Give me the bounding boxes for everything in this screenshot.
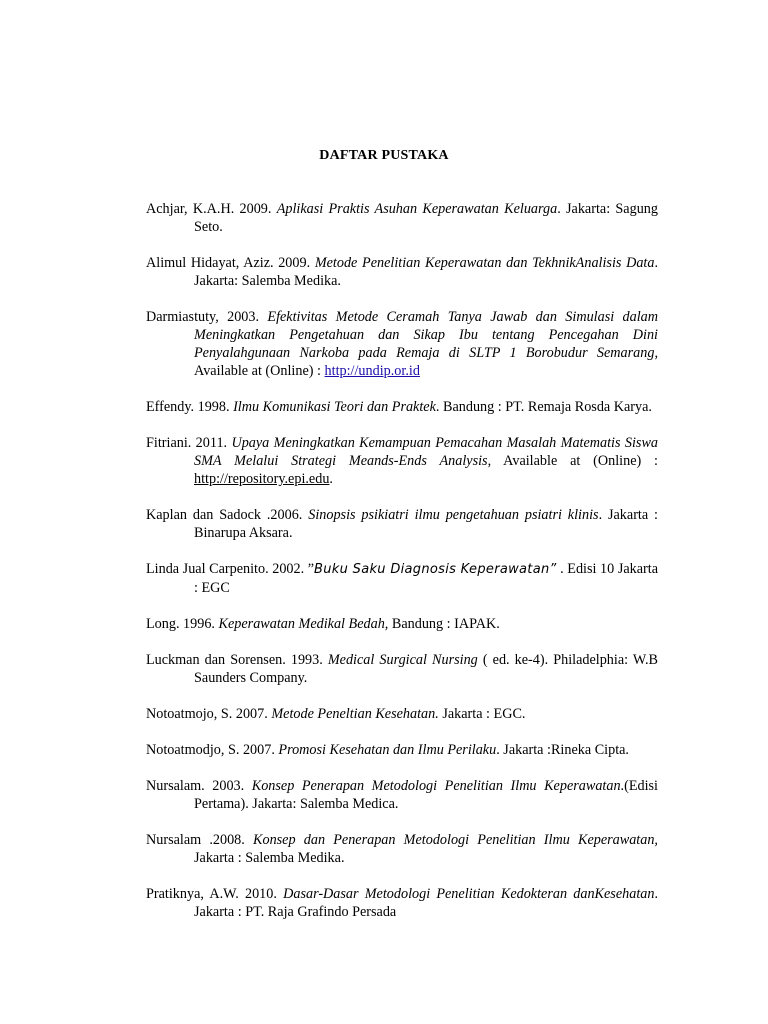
reference-entry: Effendy. 1998. Ilmu Komunikasi Teori dan Praktek. Bandung : PT. Remaja Rosda Karya.	[146, 399, 652, 415]
reference-entry: Long. 1996. Keperawatan Medikal Bedah, Bandung : IAPAK.	[146, 616, 500, 632]
reference-entry: Luckman dan Sorensen. 1993. Medical Surgical Nursing ( ed. ke-4). Philadelphia: W.B Saunders Company.	[146, 652, 658, 686]
reference-entry: Achjar, K.A.H. 2009. Aplikasi Praktis Asuhan Keperawatan Keluarga. Jakarta: Sagung Seto.	[146, 201, 658, 235]
reference-link[interactable]: http://undip.or.id	[324, 363, 420, 379]
reference-entry: Pratiknya, A.W. 2010. Dasar-Dasar Metodologi Penelitian Kedokteran danKesehatan. Jakarta : PT. Raja Grafindo Persada	[146, 886, 658, 920]
reference-entry: Nursalam .2008. Konsep dan Penerapan Metodologi Penelitian Ilmu Keperawatan, Jakarta : Salemba Medika.	[146, 832, 658, 866]
reference-link[interactable]: http://repository.epi.edu	[194, 471, 330, 487]
reference-entry: Linda Jual Carpenito. 2002. ”Buku Saku Diagnosis Keperawatan” . Edisi 10 Jakarta : EGC	[146, 561, 658, 596]
reference-entry: Nursalam. 2003. Konsep Penerapan Metodologi Penelitian Ilmu Keperawatan.(Edisi Pertama). Jakarta: Salemba Medica.	[146, 778, 658, 812]
reference-entry: Notoatmodjo, S. 2007. Promosi Kesehatan dan Ilmu Perilaku. Jakarta :Rineka Cipta.	[146, 742, 629, 758]
reference-entry: Kaplan dan Sadock .2006. Sinopsis psikiatri ilmu pengetahuan psiatri klinis. Jakarta : Binarupa Aksara.	[146, 507, 658, 541]
reference-list	[146, 200, 658, 939]
reference-entry: Alimul Hidayat, Aziz. 2009. Metode Penelitian Keperawatan dan TekhnikAnalisis Data. Jakarta: Salemba Medika.	[146, 255, 658, 289]
reference-entry: Darmiastuty, 2003. Efektivitas Metode Ceramah Tanya Jawab dan Simulasi dalam Meningkatkan Pengetahuan dan Sikap Ibu tentang Pencegahan Dini Penyalahgunaan Narkoba pada Remaja di SLTP 1 Borobudur Semarang, Available at (Online) : http://undip.or.id	[146, 309, 658, 379]
reference-entry: Notoatmojo, S. 2007. Metode Peneltian Kesehatan. Jakarta : EGC.	[146, 706, 526, 722]
page-title: DAFTAR PUSTAKA	[319, 148, 449, 163]
reference-entry: Fitriani. 2011. Upaya Meningkatkan Kemampuan Pemacahan Masalah Matematis Siswa SMA Melalui Strategi Meands-Ends Analysis, Available at (Online) : http://repository.epi.edu.	[146, 435, 659, 487]
